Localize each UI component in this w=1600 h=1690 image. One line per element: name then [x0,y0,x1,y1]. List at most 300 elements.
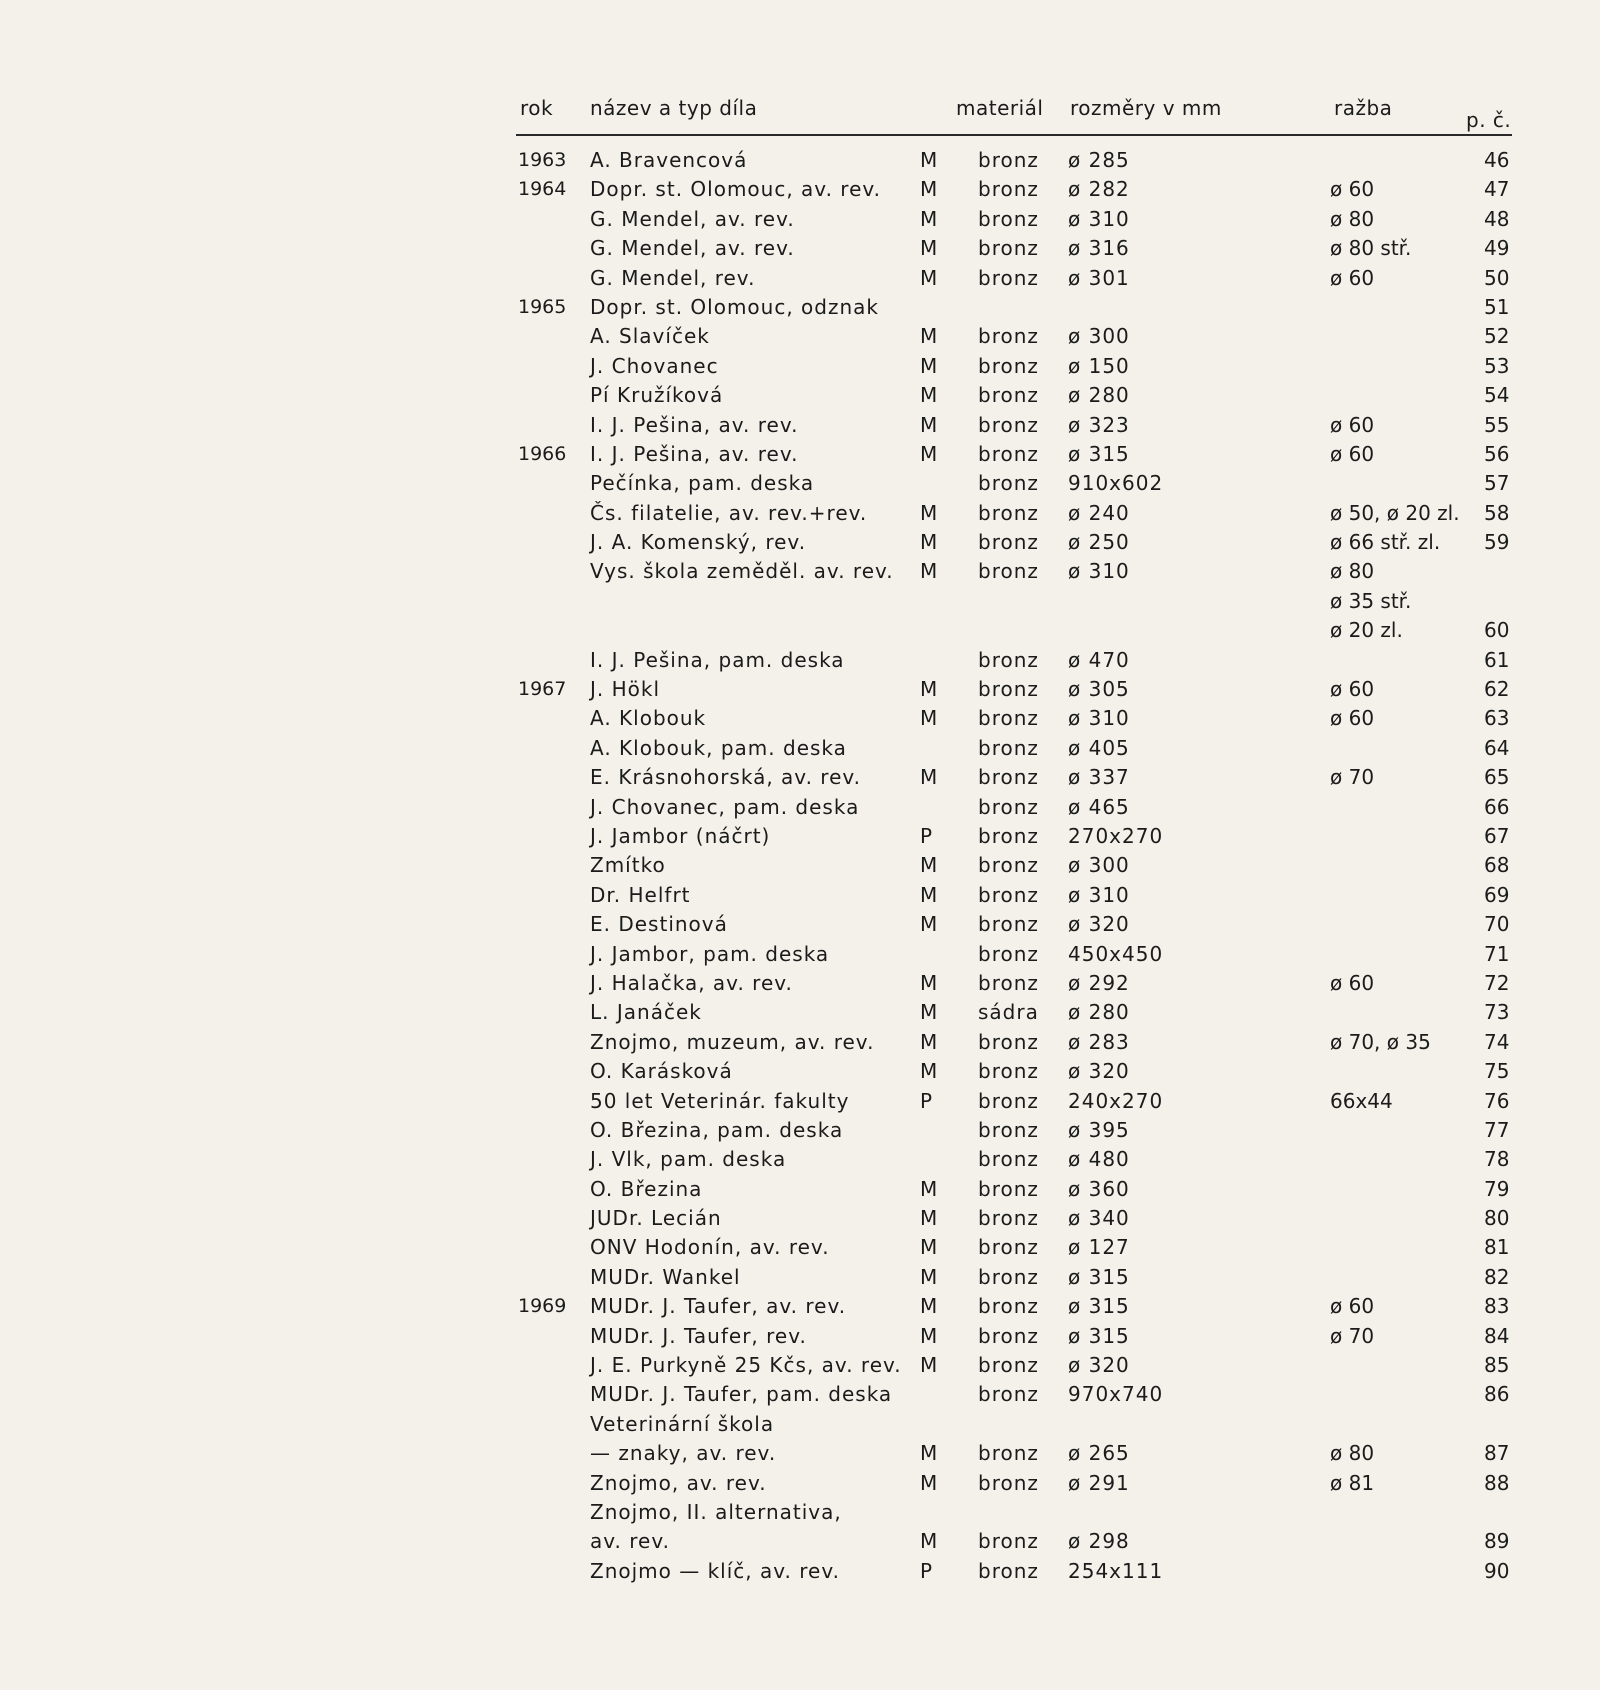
row-material: bronz [978,1059,1039,1084]
row-title: J. Chovanec [590,353,719,378]
row-type: M [920,765,939,790]
row-type: M [920,1294,939,1319]
row-dimensions: ø 320 [1068,1353,1130,1378]
row-dimensions: ø 280 [1068,1000,1130,1025]
row-razba: ø 60 [1330,677,1375,702]
row-razba: ø 60 [1330,706,1375,731]
table-row [0,734,1600,763]
row-material: bronz [978,1441,1039,1466]
row-page-number: 57 [1484,471,1510,496]
row-page-number: 46 [1484,148,1510,172]
table-row [0,499,1600,528]
row-page-number: 51 [1484,294,1510,319]
header-rozmery: rozměry v mm [1070,96,1222,120]
table-row [0,205,1600,234]
table-row [0,881,1600,910]
table-row [0,616,1600,645]
row-year: 1969 [518,1295,567,1318]
table-row [0,1469,1600,1498]
row-page-number: 71 [1484,941,1510,966]
row-title: J. Vlk, pam. deska [590,1147,787,1172]
row-title: J. Halačka, av. rev. [590,970,793,995]
row-dimensions: ø 305 [1068,677,1130,702]
table-row [0,646,1600,675]
row-material: bronz [978,1147,1039,1172]
row-page-number: 60 [1484,618,1510,643]
table-row [0,1527,1600,1556]
row-title: O. Březina [590,1176,703,1201]
table-row [0,1351,1600,1380]
row-title: A. Klobouk, pam. deska [590,735,847,760]
row-page-number: 47 [1484,177,1510,202]
row-page-number: 88 [1484,1470,1510,1495]
row-page-number: 85 [1484,1353,1510,1378]
row-page-number: 61 [1484,647,1510,672]
row-material: bronz [978,823,1039,848]
row-title: Znojmo, II. alternativa, [590,1499,842,1524]
table-row [0,352,1600,381]
row-page-number: 56 [1484,441,1510,466]
row-title: Znojmo, muzeum, av. rev. [590,1029,875,1054]
table-row [0,851,1600,880]
header-rok: rok [520,96,554,120]
row-page-number: 89 [1484,1529,1510,1554]
row-type: M [920,412,939,437]
row-dimensions: ø 283 [1068,1029,1130,1054]
row-title: A. Klobouk [590,706,707,731]
row-material: bronz [978,441,1039,466]
row-type: M [920,559,939,584]
table-row [0,1028,1600,1057]
row-page-number: 58 [1484,500,1510,525]
table-row [0,675,1600,704]
row-material: bronz [978,677,1039,702]
row-dimensions: ø 480 [1068,1147,1130,1172]
row-page-number: 77 [1484,1117,1510,1142]
row-dimensions: ø 395 [1068,1117,1130,1142]
row-razba: ø 70, ø 35 [1330,1029,1431,1054]
row-dimensions: ø 315 [1068,1323,1130,1348]
row-type: M [920,706,939,731]
row-type: M [920,882,939,907]
row-dimensions: ø 282 [1068,177,1130,202]
row-title: J. A. Komenský, rev. [590,530,807,555]
row-page-number: 86 [1484,1382,1510,1407]
row-material: bronz [978,1206,1039,1231]
row-material: bronz [978,706,1039,731]
table-row [0,1233,1600,1262]
row-material: bronz [978,647,1039,672]
table-row [0,1175,1600,1204]
row-razba: ø 81 [1330,1470,1375,1495]
row-title: Znojmo — klíč, av. rev. [590,1558,840,1583]
row-title: MUDr. Wankel [590,1264,741,1289]
row-page-number: 75 [1484,1059,1510,1084]
row-page-number: 53 [1484,353,1510,378]
row-dimensions: 240x270 [1068,1088,1164,1113]
row-type: M [920,1206,939,1231]
table-row [0,293,1600,322]
row-type: M [920,265,939,290]
table-row [0,704,1600,733]
row-dimensions: 970x740 [1068,1382,1164,1407]
row-dimensions: ø 291 [1068,1470,1130,1495]
header-material: materiál [956,96,1044,120]
row-title: I. J. Pešina, av. rev. [590,412,799,437]
row-material: bronz [978,1235,1039,1260]
row-material: bronz [978,177,1039,202]
row-title: Dopr. st. Olomouc, av. rev. [590,177,882,202]
row-material: bronz [978,236,1039,261]
row-type: P [920,1558,934,1583]
row-type: M [920,1264,939,1289]
row-title: G. Mendel, av. rev. [590,236,795,261]
row-page-number: 62 [1484,677,1510,702]
row-page-number: 80 [1484,1206,1510,1231]
row-material: sádra [978,1000,1039,1025]
row-title: MUDr. J. Taufer, pam. deska [590,1382,893,1407]
table-row [0,1087,1600,1116]
row-title: G. Mendel, av. rev. [590,206,795,231]
row-dimensions: ø 340 [1068,1206,1130,1231]
row-type: M [920,1029,939,1054]
header-rule [516,134,1512,136]
row-type: M [920,177,939,202]
table-row [0,969,1600,998]
row-material: bronz [978,1029,1039,1054]
row-dimensions: ø 310 [1068,706,1130,731]
row-title: ONV Hodonín, av. rev. [590,1235,830,1260]
row-type: M [920,677,939,702]
row-title: J. Hökl [590,677,661,702]
row-material: bronz [978,1323,1039,1348]
row-dimensions: 270x270 [1068,823,1164,848]
row-material: bronz [978,1264,1039,1289]
table-row [0,587,1600,616]
row-type: M [920,912,939,937]
row-title: I. J. Pešina, av. rev. [590,441,799,466]
row-title: J. E. Purkyně 25 Kčs, av. rev. [590,1353,902,1378]
row-page-number: 65 [1484,765,1510,790]
row-razba: ø 70 [1330,765,1375,790]
table-row [0,910,1600,939]
row-dimensions: 910x602 [1068,471,1164,496]
row-dimensions: ø 315 [1068,1264,1130,1289]
row-title: Dopr. st. Olomouc, odznak [590,294,879,319]
row-material: bronz [978,1088,1039,1113]
row-razba: ø 80 stř. [1330,236,1412,261]
table-header [0,96,1600,132]
row-razba: ø 80 [1330,206,1375,231]
row-page-number: 90 [1484,1558,1510,1583]
row-title: Znojmo, av. rev. [590,1470,767,1495]
table-row [0,1204,1600,1233]
table-row [0,1380,1600,1409]
row-dimensions: ø 310 [1068,882,1130,907]
table-row [0,1292,1600,1321]
row-title: O. Březina, pam. deska [590,1117,844,1142]
row-material: bronz [978,1176,1039,1201]
row-material: bronz [978,265,1039,290]
row-year: 1967 [518,678,567,701]
row-page-number: 74 [1484,1029,1510,1054]
row-material: bronz [978,353,1039,378]
row-page-number: 49 [1484,236,1510,261]
row-page-number: 79 [1484,1176,1510,1201]
row-type: M [920,1353,939,1378]
row-material: bronz [978,206,1039,231]
row-material: bronz [978,735,1039,760]
row-material: bronz [978,1529,1039,1554]
table-row [0,793,1600,822]
row-material: bronz [978,853,1039,878]
row-page-number: 50 [1484,265,1510,290]
table-row [0,1145,1600,1174]
row-dimensions: ø 315 [1068,441,1130,466]
header-razba: ražba [1334,96,1393,120]
row-material: bronz [978,765,1039,790]
row-type: M [920,1176,939,1201]
row-material: bronz [978,941,1039,966]
row-title: E. Krásnohorská, av. rev. [590,765,862,790]
row-dimensions: ø 280 [1068,383,1130,408]
row-title: MUDr. J. Taufer, rev. [590,1323,807,1348]
row-dimensions: ø 320 [1068,1059,1130,1084]
row-title: A. Slavíček [590,324,710,349]
row-page-number: 54 [1484,383,1510,408]
row-type: M [920,236,939,261]
row-title: Pí Kružíková [590,383,724,408]
row-dimensions: ø 323 [1068,412,1130,437]
row-title: A. Bravencová [590,148,748,172]
table-row [0,1322,1600,1351]
table-row [0,998,1600,1027]
row-type: M [920,383,939,408]
row-dimensions: ø 315 [1068,1294,1130,1319]
table-row [0,175,1600,204]
row-razba: ø 60 [1330,412,1375,437]
table-row [0,1557,1600,1586]
row-dimensions: ø 301 [1068,265,1130,290]
row-type: M [920,1441,939,1466]
row-type: M [920,970,939,995]
row-dimensions: ø 316 [1068,236,1130,261]
row-title: Zmítko [590,853,666,878]
row-page-number: 55 [1484,412,1510,437]
row-material: bronz [978,383,1039,408]
row-dimensions: ø 300 [1068,853,1130,878]
row-dimensions: ø 320 [1068,912,1130,937]
row-title: 50 let Veterinár. fakulty [590,1088,850,1113]
table-row [0,1498,1600,1527]
row-material: bronz [978,1353,1039,1378]
row-razba: ø 60 [1330,265,1375,290]
row-title: — znaky, av. rev. [590,1441,777,1466]
row-material: bronz [978,794,1039,819]
row-material: bronz [978,1470,1039,1495]
row-title: J. Jambor, pam. deska [590,941,830,966]
row-material: bronz [978,1558,1039,1583]
table-row [0,264,1600,293]
row-title: Veterinární škola [590,1411,775,1436]
row-type: P [920,823,934,848]
row-page-number: 68 [1484,853,1510,878]
row-dimensions: ø 250 [1068,530,1130,555]
row-dimensions: ø 300 [1068,324,1130,349]
table-row [0,234,1600,263]
row-dimensions: ø 285 [1068,148,1130,172]
table-row [0,528,1600,557]
row-razba: ø 60 [1330,970,1375,995]
row-title: Dr. Helfrt [590,882,691,907]
table-row [0,1057,1600,1086]
row-title: J. Chovanec, pam. deska [590,794,860,819]
table-row [0,1439,1600,1468]
table-row [0,381,1600,410]
row-dimensions: ø 405 [1068,735,1130,760]
table-body [0,146,1600,1586]
row-material: bronz [978,148,1039,172]
row-material: bronz [978,530,1039,555]
row-dimensions: ø 337 [1068,765,1130,790]
row-page-number: 87 [1484,1441,1510,1466]
row-material: bronz [978,912,1039,937]
row-title: av. rev. [590,1529,670,1554]
table-row [0,1263,1600,1292]
row-razba: ø 70 [1330,1323,1375,1348]
row-type: M [920,853,939,878]
table-row [0,411,1600,440]
row-type: M [920,353,939,378]
row-razba: 66x44 [1330,1088,1393,1113]
row-razba: ø 60 [1330,1294,1375,1319]
row-page-number: 48 [1484,206,1510,231]
row-dimensions: ø 465 [1068,794,1130,819]
row-dimensions: 450x450 [1068,941,1164,966]
row-material: bronz [978,500,1039,525]
row-dimensions: ø 265 [1068,1441,1130,1466]
row-type: M [920,1529,939,1554]
row-type: M [920,148,939,172]
row-page-number: 64 [1484,735,1510,760]
row-page-number: 76 [1484,1088,1510,1113]
table-row [0,440,1600,469]
row-title: G. Mendel, rev. [590,265,756,290]
row-year: 1963 [518,149,567,171]
row-razba: ø 66 stř. zl. [1330,530,1441,555]
row-razba: ø 80 [1330,1441,1375,1466]
row-dimensions: ø 470 [1068,647,1130,672]
row-title: Čs. filatelie, av. rev.+rev. [590,500,868,525]
row-title: J. Jambor (náčrt) [590,823,771,848]
row-dimensions: ø 240 [1068,500,1130,525]
row-title: MUDr. J. Taufer, av. rev. [590,1294,847,1319]
row-material: bronz [978,471,1039,496]
row-dimensions: 254x111 [1068,1558,1164,1583]
row-year: 1965 [518,295,567,318]
table-row [0,1116,1600,1145]
row-page-number: 81 [1484,1235,1510,1260]
row-material: bronz [978,1294,1039,1319]
row-title: L. Janáček [590,1000,702,1025]
row-material: bronz [978,324,1039,349]
row-type: M [920,1323,939,1348]
row-page-number: 52 [1484,324,1510,349]
row-title: O. Karásková [590,1059,733,1084]
row-type: M [920,1059,939,1084]
table-row [0,763,1600,792]
row-razba: ø 60 [1330,177,1375,202]
row-year: 1966 [518,442,567,465]
row-dimensions: ø 310 [1068,206,1130,231]
row-page-number: 78 [1484,1147,1510,1172]
table-row [0,469,1600,498]
row-dimensions: ø 310 [1068,559,1130,584]
row-material: bronz [978,559,1039,584]
row-page-number: 67 [1484,823,1510,848]
row-type: M [920,206,939,231]
row-dimensions: ø 127 [1068,1235,1130,1260]
row-title: JUDr. Lecián [590,1206,722,1231]
row-page-number: 63 [1484,706,1510,731]
table-row [0,940,1600,969]
row-dimensions: ø 298 [1068,1529,1130,1554]
row-dimensions: ø 150 [1068,353,1130,378]
row-material: bronz [978,1117,1039,1142]
row-material: bronz [978,412,1039,437]
row-type: M [920,1470,939,1495]
row-title: Vys. škola zeměděl. av. rev. [590,559,894,584]
row-page-number: 83 [1484,1294,1510,1319]
table-row [0,146,1600,175]
row-page-number: 72 [1484,970,1510,995]
header-pc: p. č. [1466,108,1512,132]
table-row [0,822,1600,851]
table-row [0,322,1600,351]
row-type: M [920,324,939,349]
row-material: bronz [978,1382,1039,1407]
row-razba: ø 20 zl. [1330,618,1403,643]
row-page-number: 84 [1484,1323,1510,1348]
row-page-number: 70 [1484,912,1510,937]
row-type: M [920,441,939,466]
row-material: bronz [978,970,1039,995]
row-type: M [920,500,939,525]
row-title: Pečínka, pam. deska [590,471,815,496]
row-type: M [920,1235,939,1260]
row-razba: ø 35 stř. [1330,588,1412,613]
row-title: I. J. Pešina, pam. deska [590,647,845,672]
row-page-number: 69 [1484,882,1510,907]
table-row [0,557,1600,586]
row-razba: ø 60 [1330,441,1375,466]
row-type: M [920,1000,939,1025]
row-page-number: 82 [1484,1264,1510,1289]
row-dimensions: ø 292 [1068,970,1130,995]
row-page-number: 66 [1484,794,1510,819]
row-page-number: 59 [1484,530,1510,555]
row-type: M [920,530,939,555]
header-nazev: název a typ díla [590,96,758,120]
table-row [0,1410,1600,1439]
row-title: E. Destinová [590,912,728,937]
row-page-number: 73 [1484,1000,1510,1025]
row-dimensions: ø 360 [1068,1176,1130,1201]
row-year: 1964 [518,178,567,201]
row-razba: ø 80 [1330,559,1375,584]
row-razba: ø 50, ø 20 zl. [1330,500,1460,525]
row-material: bronz [978,882,1039,907]
